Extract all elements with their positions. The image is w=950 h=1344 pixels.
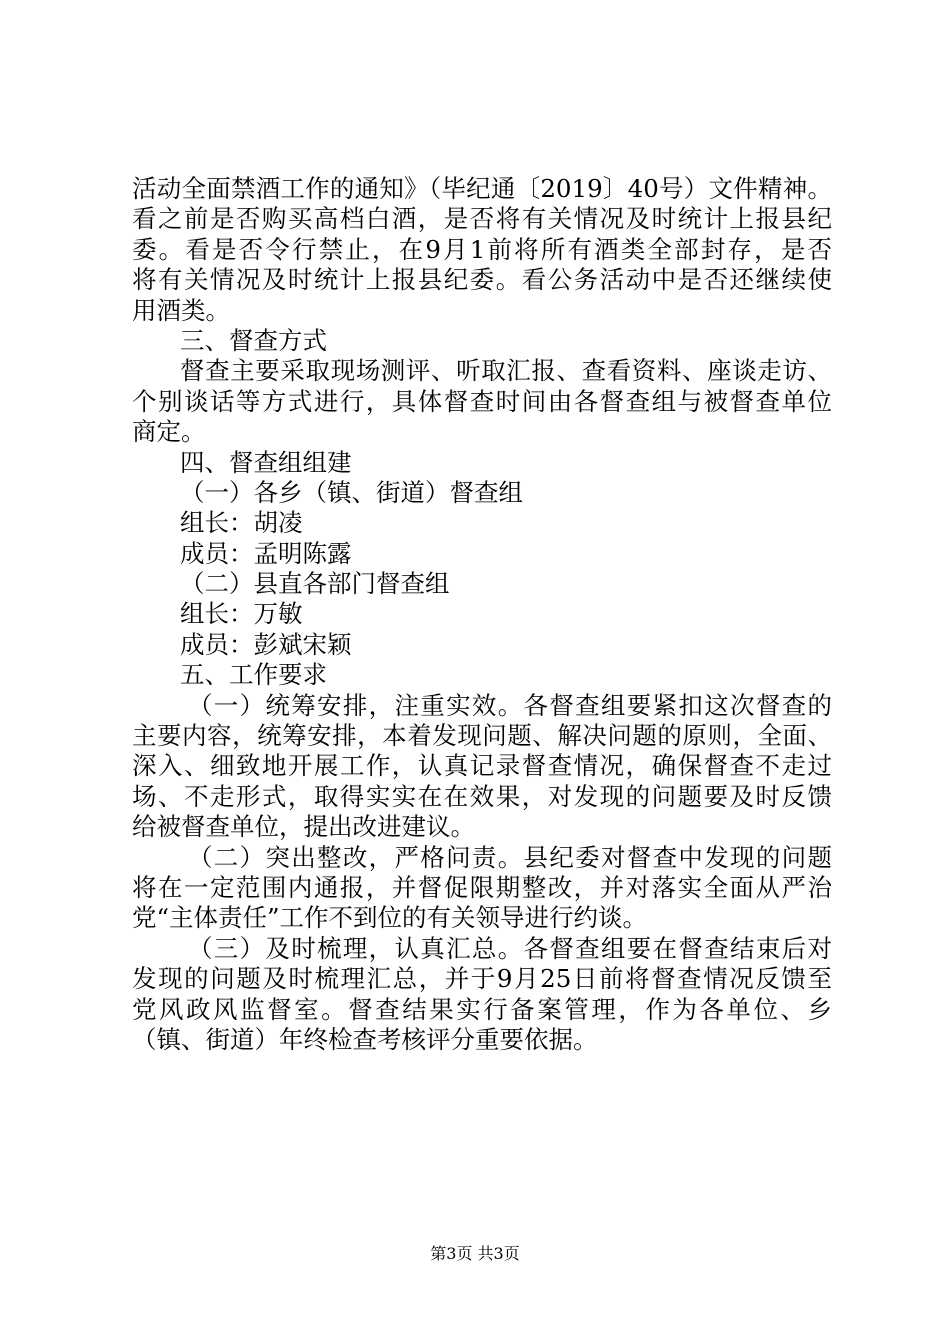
- text-line-2: 看之前是否购买高档白酒，是否将有关情况及时统计上报县纪: [132, 204, 832, 234]
- text-line-20: 深入、细致地开展工作，认真记录督查情况，确保督查不走过: [132, 751, 832, 781]
- page-number-footer: 第3页 共3页: [430, 1244, 520, 1263]
- text-line-3: 委。看是否令行禁止，在9月1前将所有酒类全部封存，是否: [132, 234, 832, 264]
- text-line-24: 将在一定范围内通报，并督促限期整改，并对落实全面从严治: [132, 872, 832, 902]
- text-line-7: 督查主要采取现场测评、听取汇报、查看资料、座谈走访、: [180, 356, 832, 386]
- subsection-heading-1: （一）各乡（镇、街道）督查组: [180, 477, 523, 507]
- text-line-18: （一）统筹安排，注重实效。各督查组要紧扣这次督查的: [188, 690, 832, 720]
- section-heading-4: 四、督查组组建: [180, 447, 352, 477]
- text-line-4: 将有关情况及时统计上报县纪委。看公务活动中是否还继续使: [132, 265, 832, 295]
- text-line-19: 主要内容，统筹安排，本着发现问题、解决问题的原则，全面、: [132, 721, 832, 751]
- text-line-9: 商定。: [132, 417, 206, 447]
- text-line-28: 党风政风监督室。督查结果实行备案管理，作为各单位、乡: [132, 994, 832, 1024]
- text-line-23: （二）突出整改，严格问责。县纪委对督查中发现的问题: [188, 842, 832, 872]
- text-line-5: 用酒类。: [132, 295, 230, 325]
- text-line-29: （镇、街道）年终检查考核评分重要依据。: [132, 1024, 598, 1054]
- text-line-8: 个别谈话等方式进行，具体督查时间由各督查组与被督查单位: [132, 386, 832, 416]
- group-leader-2: 组长：万敏: [180, 599, 303, 629]
- text-line-25: 党“主体责任”工作不到位的有关领导进行约谈。: [132, 903, 648, 933]
- group-leader-1: 组长：胡凌: [180, 508, 303, 538]
- text-line-26: （三）及时梳理，认真汇总。各督查组要在督查结束后对: [188, 933, 832, 963]
- section-heading-3: 三、督查方式: [180, 325, 327, 355]
- section-heading-5: 五、工作要求: [180, 660, 327, 690]
- group-members-1: 成员：孟明陈露: [180, 538, 352, 568]
- text-line-1: 活动全面禁酒工作的通知》（毕纪通〔2019〕40号）文件精神。: [132, 174, 832, 203]
- group-members-2: 成员：彭斌宋颖: [180, 629, 352, 659]
- text-line-21: 场、不走形式，取得实实在在效果，对发现的问题要及时反馈: [132, 781, 832, 811]
- text-line-27: 发现的问题及时梳理汇总，并于9月25日前将督查情况反馈至: [132, 964, 832, 994]
- document-body: [132, 174, 832, 1055]
- text-line-22: 给被督查单位，提出改进建议。: [132, 812, 475, 842]
- subsection-heading-2: （二）县直各部门督查组: [180, 569, 450, 599]
